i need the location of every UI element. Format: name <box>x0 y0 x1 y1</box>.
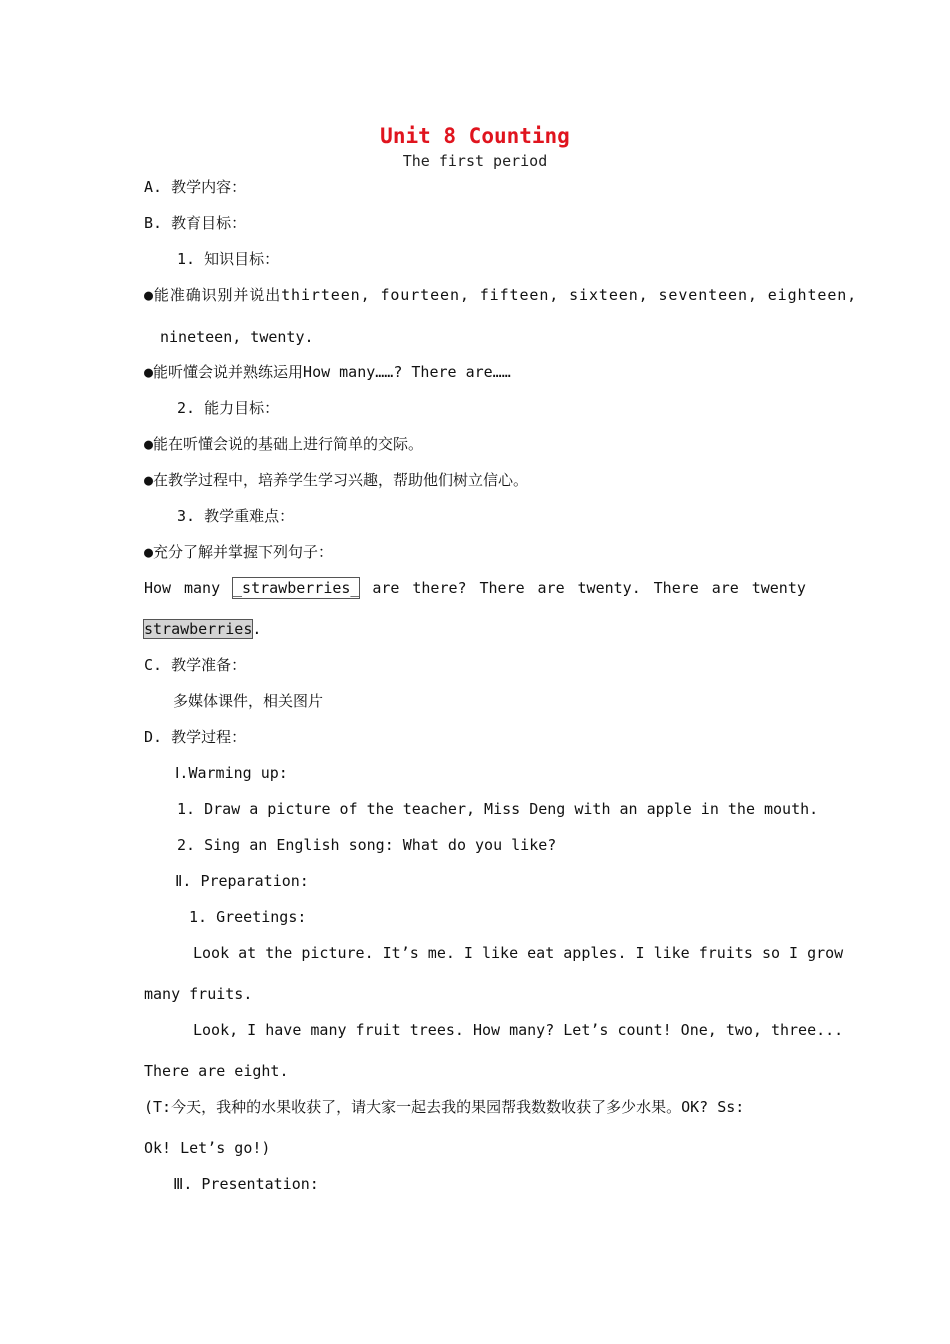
sentence-word: are <box>372 579 400 597</box>
sentence-word: are <box>537 579 565 597</box>
warming-up-heading: Ⅰ.Warming up: <box>175 764 288 782</box>
paragraph-1: Look at the picture. It’s me. I like eat apples. I like fruits so I grow <box>193 944 844 962</box>
presentation-heading: Ⅲ. Presentation: <box>173 1175 319 1193</box>
section-a-heading: A. 教学内容： <box>144 178 247 196</box>
sentence-word: How <box>144 579 172 597</box>
sentence-word: There <box>653 579 699 597</box>
section-b-heading: B. 教育目标： <box>144 214 247 232</box>
highlighted-word: strawberries <box>144 620 253 638</box>
sentence-word: twenty. <box>577 579 641 597</box>
section-d-heading: D. 教学过程： <box>144 728 247 746</box>
bullet-interest: ●在教学过程中，培养学生学习兴趣，帮助他们树立信心。 <box>144 471 529 489</box>
ability-goal-heading: 2. 能力目标： <box>177 399 280 417</box>
key-sentence-cont <box>144 619 261 639</box>
warming-up-step-1: 1. Draw a picture of the teacher, Miss Deng with an apple in the mouth. <box>177 800 819 818</box>
bullet-number-words <box>144 285 858 305</box>
key-points-heading: 3. 教学重难点： <box>177 507 295 525</box>
sentence-word: There <box>479 579 525 597</box>
knowledge-goal-heading: 1. 知识目标： <box>177 250 280 268</box>
preparation-heading: Ⅱ. Preparation: <box>175 872 309 890</box>
bullet-sentences: ●充分了解并掌握下列句子： <box>144 543 334 561</box>
paragraph-2-cont: There are eight. <box>144 1062 289 1080</box>
warming-up-step-2: 2. Sing an English song: What do you like? <box>177 836 557 854</box>
sentence-word: twenty <box>751 579 806 597</box>
section-c-heading: C. 教学准备： <box>144 656 247 674</box>
bullet-number-words-text: ●能准确识别并说出thirteen, fourteen, fifteen, sixteen, seventeen, eighteen, <box>144 286 858 304</box>
paragraph-3: (T:今天，我种的水果收获了，请大家一起去我的果园帮我数数收获了多少水果。OK? Ss: <box>144 1098 745 1116</box>
document-title: Unit 8 Counting <box>380 124 570 148</box>
sentence-word: are <box>711 579 739 597</box>
key-sentence <box>144 578 806 598</box>
sentence-word: many <box>184 579 221 597</box>
paragraph-2: Look, I have many fruit trees. How many? Let’s count! One, two, three... <box>193 1021 844 1039</box>
section-c-text: 多媒体课件，相关图片 <box>173 692 324 710</box>
greetings-heading: 1. Greetings: <box>189 908 307 926</box>
bullet-number-words-cont: nineteen, twenty. <box>160 328 314 346</box>
paragraph-3-cont: Ok! Let’s go!) <box>144 1139 271 1157</box>
bullet-communication: ●能在听懂会说的基础上进行简单的交际。 <box>144 435 424 453</box>
sentence-word: there? <box>412 579 467 597</box>
sentence-word-highlighted: _strawberries_ <box>233 579 360 597</box>
bullet-how-many: ●能听懂会说并熟练运用How many……? There are…… <box>144 363 511 381</box>
document-subtitle: The first period <box>402 152 548 170</box>
sentence-period: . <box>252 620 262 638</box>
paragraph-1-cont: many fruits. <box>144 985 253 1003</box>
